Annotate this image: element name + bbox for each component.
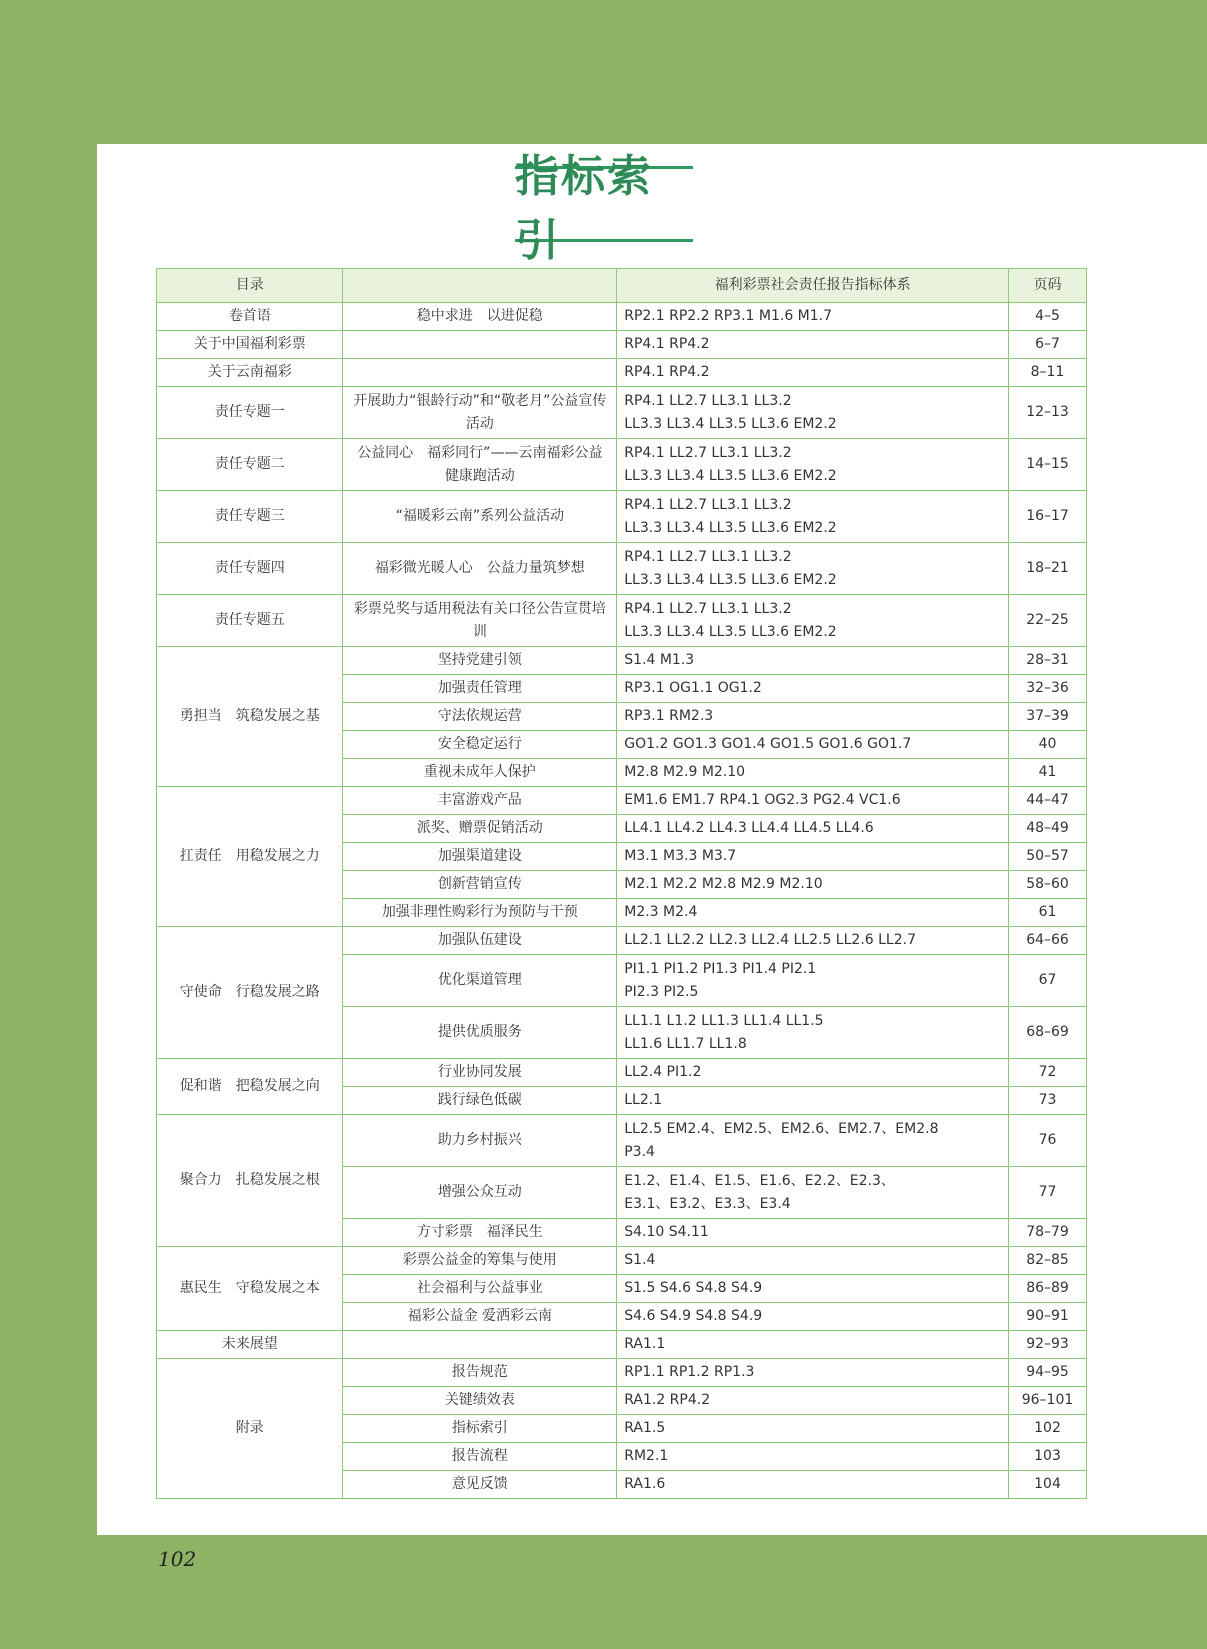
section-cell: 责任专题四 (157, 543, 343, 595)
table-row (157, 1059, 1087, 1087)
page-cell: 94–95 (1009, 1359, 1087, 1387)
section-cell: 关于云南福彩 (157, 359, 343, 387)
item-cell: 彩票兑奖与适用税法有关口径公告宣贯培训 (343, 595, 617, 647)
indicator-cell: RP3.1 OG1.1 OG1.2 (617, 675, 1009, 703)
indicator-cell (617, 955, 1009, 1007)
page-cell: 28–31 (1009, 647, 1087, 675)
indicator-cell (617, 1167, 1009, 1219)
table-row (157, 543, 1087, 595)
page-cell: 72 (1009, 1059, 1087, 1087)
page-cell: 90–91 (1009, 1303, 1087, 1331)
indicator-cell: RP4.1 RP4.2 (617, 331, 1009, 359)
item-cell: 创新营销宣传 (343, 871, 617, 899)
table-row (157, 359, 1087, 387)
indicator-line: LL3.3 LL3.4 LL3.5 LL3.6 EM2.2 (624, 415, 837, 432)
indicator-line: LL1.1 L1.2 LL1.3 LL1.4 LL1.5 (624, 1012, 824, 1029)
indicator-cell (617, 595, 1009, 647)
table-row (157, 1247, 1087, 1275)
table-row (157, 1331, 1087, 1359)
indicator-cell: GO1.2 GO1.3 GO1.4 GO1.5 GO1.6 GO1.7 (617, 731, 1009, 759)
section-cell: 促和谐 把稳发展之向 (157, 1059, 343, 1115)
header-row (157, 269, 1087, 303)
indicator-line: PI2.3 PI2.5 (624, 983, 699, 1000)
indicator-cell: M3.1 M3.3 M3.7 (617, 843, 1009, 871)
indicator-cell: S4.10 S4.11 (617, 1219, 1009, 1247)
indicator-cell (617, 1007, 1009, 1059)
section-cell: 守使命 行稳发展之路 (157, 927, 343, 1059)
page-number: 102 (158, 1547, 197, 1571)
section-cell: 附录 (157, 1359, 343, 1499)
item-cell: 加强渠道建设 (343, 843, 617, 871)
page-cell: 68–69 (1009, 1007, 1087, 1059)
item-cell: 安全稳定运行 (343, 731, 617, 759)
table-row (157, 331, 1087, 359)
indicator-cell: LL2.1 (617, 1087, 1009, 1115)
page-cell: 37–39 (1009, 703, 1087, 731)
indicator-cell: LL2.4 PI1.2 (617, 1059, 1009, 1087)
page-cell: 67 (1009, 955, 1087, 1007)
header-indicators: 福利彩票社会责任报告指标体系 (617, 269, 1009, 303)
table-row (157, 439, 1087, 491)
page-cell: 16–17 (1009, 491, 1087, 543)
indicator-cell: RA1.1 (617, 1331, 1009, 1359)
item-cell: 方寸彩票 福泽民生 (343, 1219, 617, 1247)
indicator-cell: RP4.1 RP4.2 (617, 359, 1009, 387)
item-cell (343, 1331, 617, 1359)
indicator-line: RP4.1 LL2.7 LL3.1 LL3.2 (624, 392, 792, 409)
indicator-line: RP4.1 LL2.7 LL3.1 LL3.2 (624, 496, 792, 513)
indicator-line: RP4.1 LL2.7 LL3.1 LL3.2 (624, 600, 792, 617)
indicator-line: LL1.6 LL1.7 LL1.8 (624, 1035, 747, 1052)
indicator-cell: RA1.2 RP4.2 (617, 1387, 1009, 1415)
page-cell: 4–5 (1009, 303, 1087, 331)
page-cell: 78–79 (1009, 1219, 1087, 1247)
page-cell: 48–49 (1009, 815, 1087, 843)
section-cell: 关于中国福利彩票 (157, 331, 343, 359)
index-table (156, 268, 1087, 1499)
header-page: 页码 (1009, 269, 1087, 303)
indicator-line: LL3.3 LL3.4 LL3.5 LL3.6 EM2.2 (624, 623, 837, 640)
item-cell: 加强队伍建设 (343, 927, 617, 955)
item-cell: 社会福利与公益事业 (343, 1275, 617, 1303)
page-cell: 50–57 (1009, 843, 1087, 871)
indicator-line: E1.2、E1.4、E1.5、E1.6、E2.2、E2.3、 (624, 1172, 895, 1189)
indicator-cell: RM2.1 (617, 1443, 1009, 1471)
page-cell: 8–11 (1009, 359, 1087, 387)
indicator-cell (617, 387, 1009, 439)
item-cell: 彩票公益金的筹集与使用 (343, 1247, 617, 1275)
page-cell: 76 (1009, 1115, 1087, 1167)
item-cell: 报告规范 (343, 1359, 617, 1387)
item-cell: 福彩微光暖人心 公益力量筑梦想 (343, 543, 617, 595)
item-cell: 助力乡村振兴 (343, 1115, 617, 1167)
index-page (97, 144, 1207, 1535)
item-cell: 指标索引 (343, 1415, 617, 1443)
table-row (157, 491, 1087, 543)
page-cell: 14–15 (1009, 439, 1087, 491)
page-title: 指标索引 (515, 151, 653, 266)
indicator-line: LL3.3 LL3.4 LL3.5 LL3.6 EM2.2 (624, 519, 837, 536)
indicator-line: LL3.3 LL3.4 LL3.5 LL3.6 EM2.2 (624, 571, 837, 588)
item-cell: 行业协同发展 (343, 1059, 617, 1087)
section-cell: 卷首语 (157, 303, 343, 331)
item-cell: 加强非理性购彩行为预防与干预 (343, 899, 617, 927)
page-cell: 96–101 (1009, 1387, 1087, 1415)
item-cell: 开展助力“银龄行动”和“敬老月”公益宣传活动 (343, 387, 617, 439)
indicator-line: E3.1、E3.2、E3.3、E3.4 (624, 1195, 791, 1212)
page-cell: 73 (1009, 1087, 1087, 1115)
indicator-cell: S1.4 M1.3 (617, 647, 1009, 675)
item-cell: 重视未成年人保护 (343, 759, 617, 787)
table-row (157, 1359, 1087, 1387)
indicator-cell: EM1.6 EM1.7 RP4.1 OG2.3 PG2.4 VC1.6 (617, 787, 1009, 815)
table-row (157, 787, 1087, 815)
item-cell: 稳中求进 以进促稳 (343, 303, 617, 331)
section-cell: 责任专题二 (157, 439, 343, 491)
section-cell: 责任专题一 (157, 387, 343, 439)
item-cell: 意见反馈 (343, 1471, 617, 1499)
section-cell: 勇担当 筑稳发展之基 (157, 647, 343, 787)
page-cell: 64–66 (1009, 927, 1087, 955)
indicator-cell (617, 491, 1009, 543)
section-cell: 扛责任 用稳发展之力 (157, 787, 343, 927)
page-cell: 104 (1009, 1471, 1087, 1499)
indicator-line: PI1.1 PI1.2 PI1.3 PI1.4 PI2.1 (624, 960, 817, 977)
indicator-cell: M2.8 M2.9 M2.10 (617, 759, 1009, 787)
header-contents: 目录 (157, 269, 343, 303)
page-cell: 22–25 (1009, 595, 1087, 647)
section-cell: 未来展望 (157, 1331, 343, 1359)
page-cell: 102 (1009, 1415, 1087, 1443)
page-cell: 18–21 (1009, 543, 1087, 595)
table-row (157, 303, 1087, 331)
page-cell: 103 (1009, 1443, 1087, 1471)
item-cell (343, 359, 617, 387)
page-cell: 12–13 (1009, 387, 1087, 439)
item-cell: 增强公众互动 (343, 1167, 617, 1219)
indicator-line: P3.4 (624, 1143, 655, 1160)
indicator-cell: LL2.1 LL2.2 LL2.3 LL2.4 LL2.5 LL2.6 LL2.7 (617, 927, 1009, 955)
page-cell: 82–85 (1009, 1247, 1087, 1275)
title-frame (515, 151, 693, 266)
indicator-line: RP4.1 LL2.7 LL3.1 LL3.2 (624, 444, 792, 461)
page-cell: 58–60 (1009, 871, 1087, 899)
indicator-cell: S4.6 S4.9 S4.8 S4.9 (617, 1303, 1009, 1331)
item-cell: 公益同心 福彩同行”——云南福彩公益健康跑活动 (343, 439, 617, 491)
indicator-cell: S1.5 S4.6 S4.8 S4.9 (617, 1275, 1009, 1303)
table-row (157, 1115, 1087, 1167)
section-cell: 责任专题三 (157, 491, 343, 543)
item-cell: 坚持党建引领 (343, 647, 617, 675)
indicator-cell: RA1.5 (617, 1415, 1009, 1443)
item-cell: 践行绿色低碳 (343, 1087, 617, 1115)
indicator-cell (617, 1115, 1009, 1167)
item-cell: 派奖、赠票促销活动 (343, 815, 617, 843)
indicator-cell: M2.1 M2.2 M2.8 M2.9 M2.10 (617, 871, 1009, 899)
table-row (157, 595, 1087, 647)
indicator-cell (617, 439, 1009, 491)
item-cell (343, 331, 617, 359)
item-cell: 加强责任管理 (343, 675, 617, 703)
section-cell: 聚合力 扎稳发展之根 (157, 1115, 343, 1247)
page-cell: 32–36 (1009, 675, 1087, 703)
header-item (343, 269, 617, 303)
table-row (157, 387, 1087, 439)
indicator-cell: M2.3 M2.4 (617, 899, 1009, 927)
indicator-cell: RP3.1 RM2.3 (617, 703, 1009, 731)
item-cell: 优化渠道管理 (343, 955, 617, 1007)
page-cell: 86–89 (1009, 1275, 1087, 1303)
section-cell: 责任专题五 (157, 595, 343, 647)
page-cell: 44–47 (1009, 787, 1087, 815)
indicator-cell: S1.4 (617, 1247, 1009, 1275)
page-cell: 92–93 (1009, 1331, 1087, 1359)
item-cell: 关键绩效表 (343, 1387, 617, 1415)
item-cell: 报告流程 (343, 1443, 617, 1471)
indicator-cell: RP1.1 RP1.2 RP1.3 (617, 1359, 1009, 1387)
indicator-line: LL2.5 EM2.4、EM2.5、EM2.6、EM2.7、EM2.8 (624, 1120, 939, 1137)
indicator-cell (617, 543, 1009, 595)
indicator-cell: RA1.6 (617, 1471, 1009, 1499)
item-cell: 丰富游戏产品 (343, 787, 617, 815)
page-cell: 61 (1009, 899, 1087, 927)
indicator-line: LL3.3 LL3.4 LL3.5 LL3.6 EM2.2 (624, 467, 837, 484)
page-cell: 6–7 (1009, 331, 1087, 359)
page-cell: 40 (1009, 731, 1087, 759)
section-cell: 惠民生 守稳发展之本 (157, 1247, 343, 1331)
indicator-cell: RP2.1 RP2.2 RP3.1 M1.6 M1.7 (617, 303, 1009, 331)
page-cell: 41 (1009, 759, 1087, 787)
item-cell: “福暖彩云南”系列公益活动 (343, 491, 617, 543)
table-row (157, 647, 1087, 675)
item-cell: 福彩公益金 爱洒彩云南 (343, 1303, 617, 1331)
indicator-line: RP4.1 LL2.7 LL3.1 LL3.2 (624, 548, 792, 565)
item-cell: 提供优质服务 (343, 1007, 617, 1059)
page-cell: 77 (1009, 1167, 1087, 1219)
item-cell: 守法依规运营 (343, 703, 617, 731)
indicator-cell: LL4.1 LL4.2 LL4.3 LL4.4 LL4.5 LL4.6 (617, 815, 1009, 843)
table-row (157, 927, 1087, 955)
